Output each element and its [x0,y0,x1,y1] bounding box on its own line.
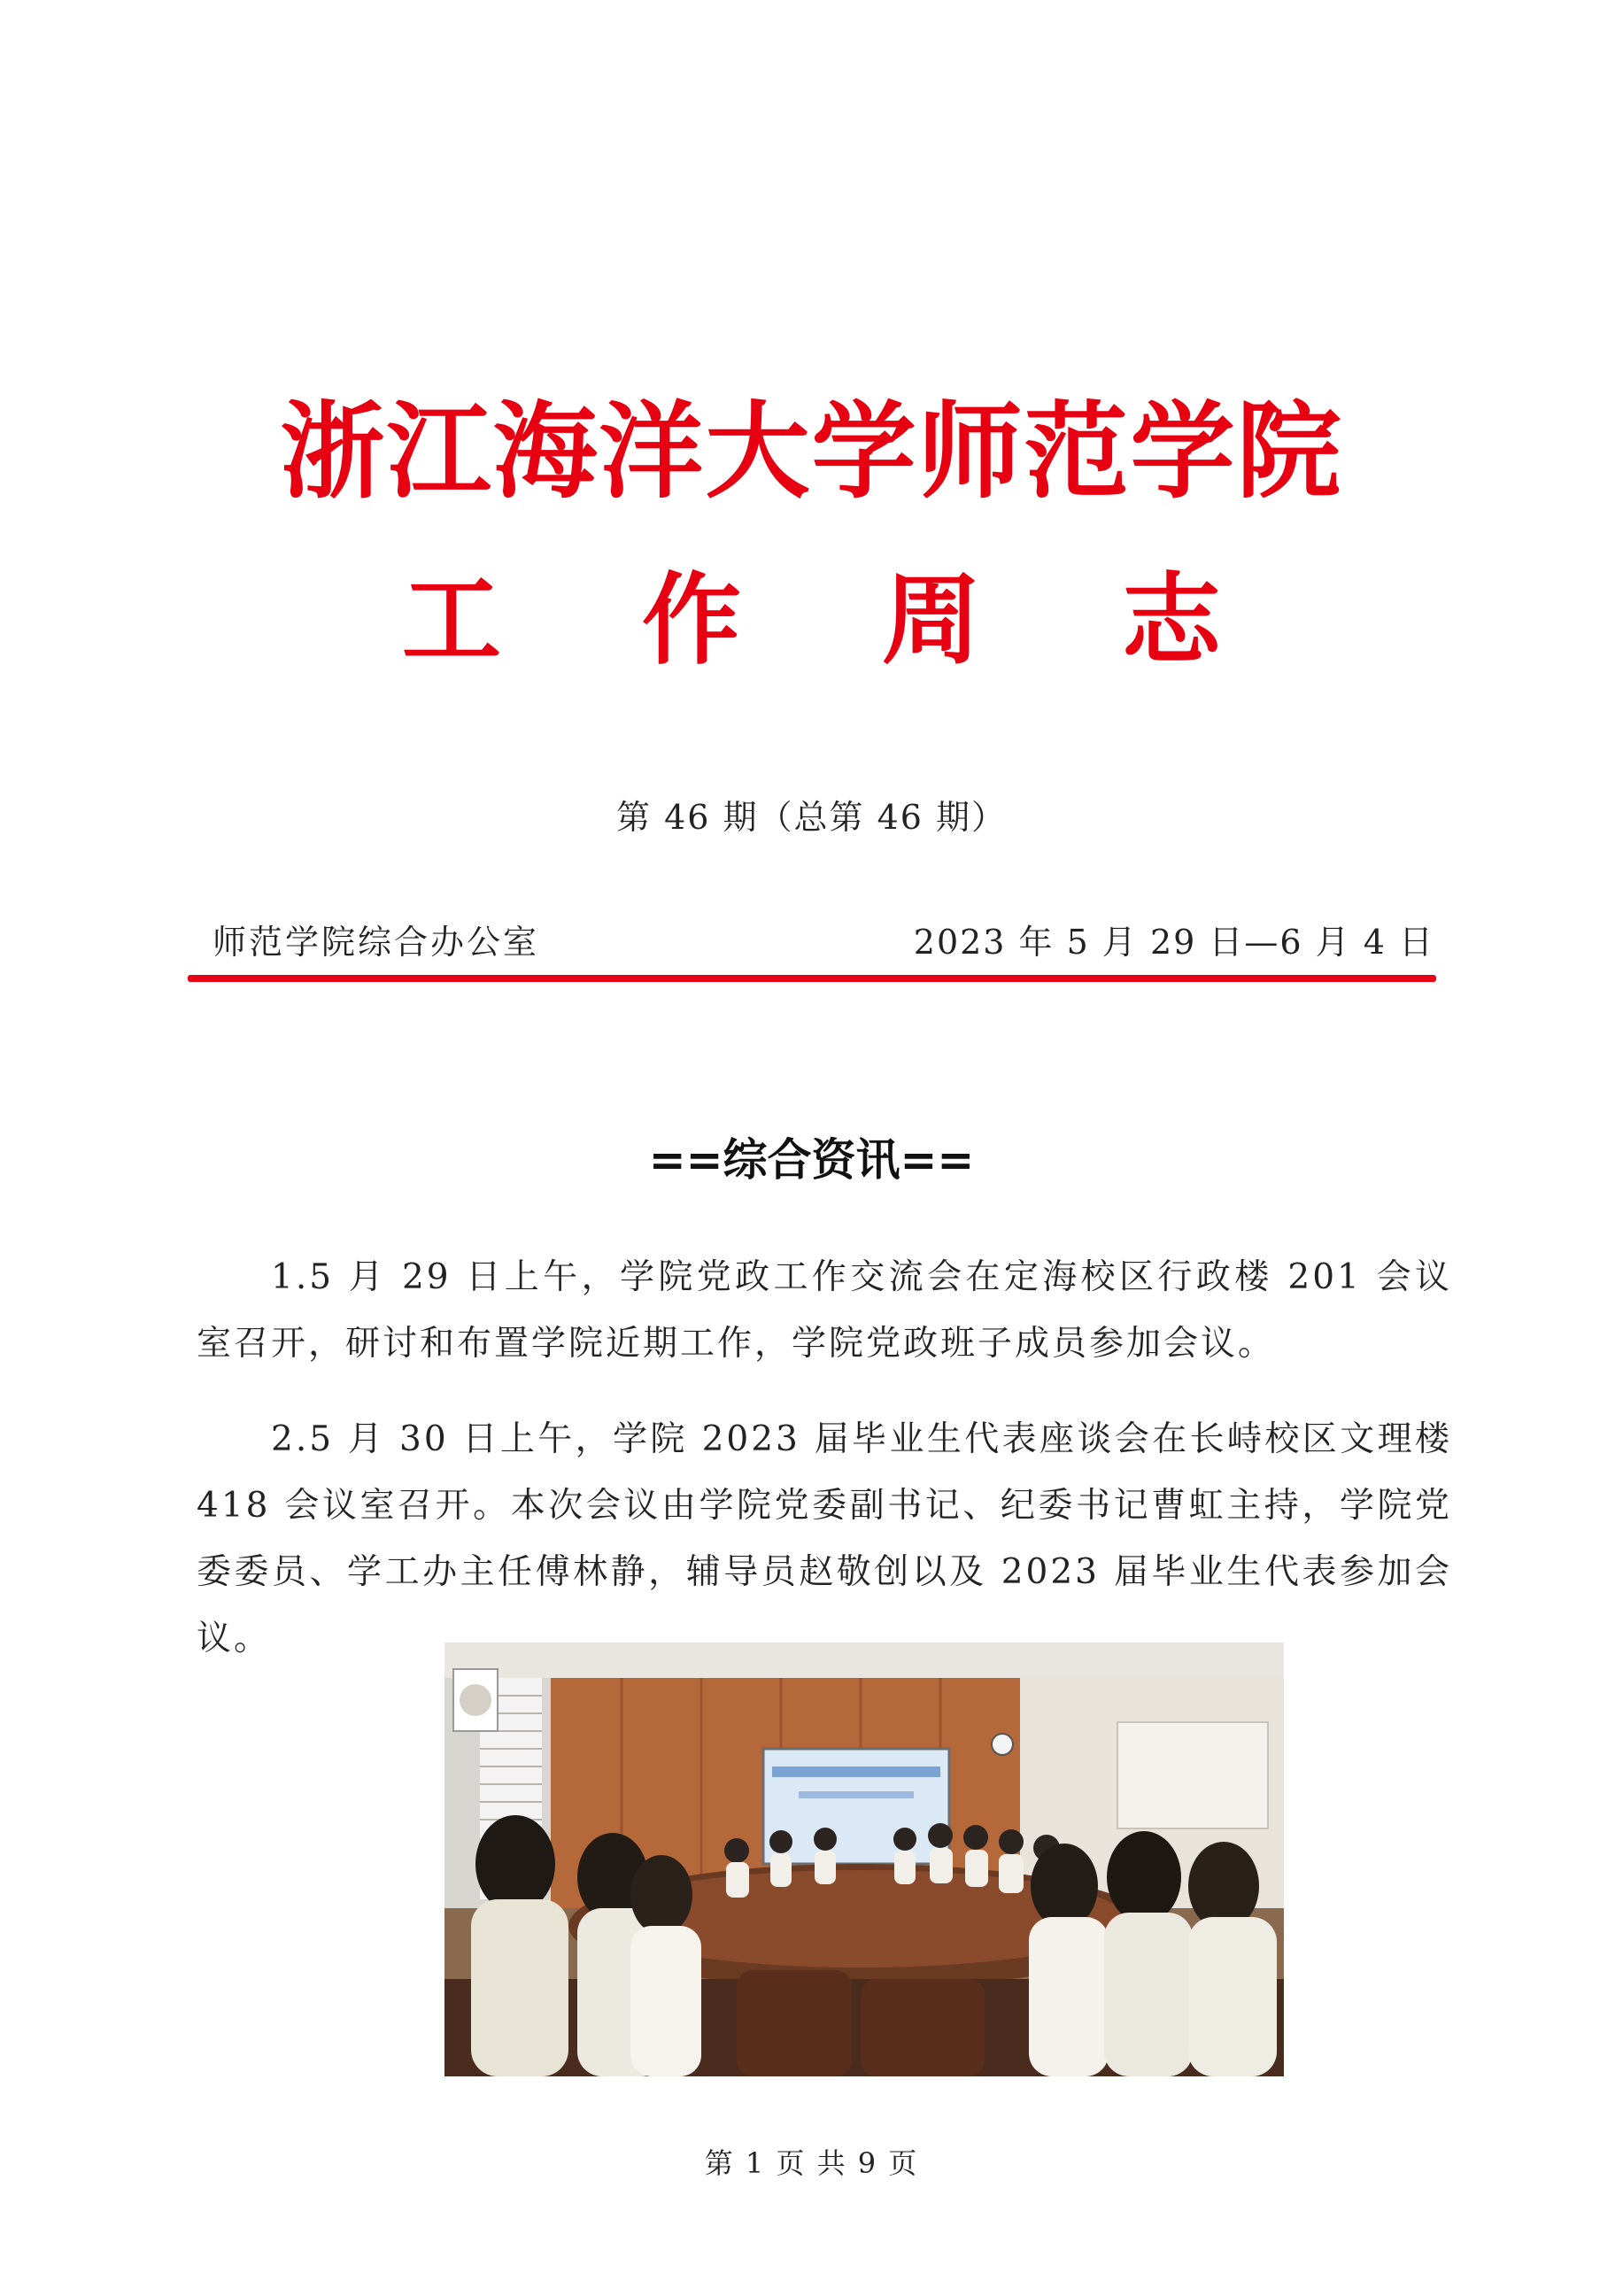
masthead-title: 浙江海洋大学师范学院 [280,390,1343,513]
date-range: 2023 年 5 月 29 日—6 月 4 日 [913,923,1434,962]
news-item-2: 2.5 月 30 日上午，学院 2023 届毕业生代表座谈会在长峙校区文理楼 418 会议室召开。本次会议由学院党委副书记、纪委书记曹虹主持，学院党委委员、学工办主任傅林静，辅导员赵敬创以及 2023 届毕业生代表参加会议。 [197,1419,1452,1658]
meeting-photo [444,1643,1284,2076]
masthead-subtitle: 工 作 周 志 [402,563,1274,678]
issue-number: 第 46 期（总第 46 期） [615,798,1008,837]
office-name: 师范学院综合办公室 [213,923,540,962]
news-item-1: 1.5 月 29 日上午，学院党政工作交流会在定海校区行政楼 201 会议室召开，研讨和布置学院近期工作，学院党政班子成员参加会议。 [197,1257,1452,1364]
page-footer: 第 1 页 共 9 页 [704,2146,919,2180]
red-divider [188,975,1436,982]
section-heading: ==综合资讯== [648,1134,975,1186]
